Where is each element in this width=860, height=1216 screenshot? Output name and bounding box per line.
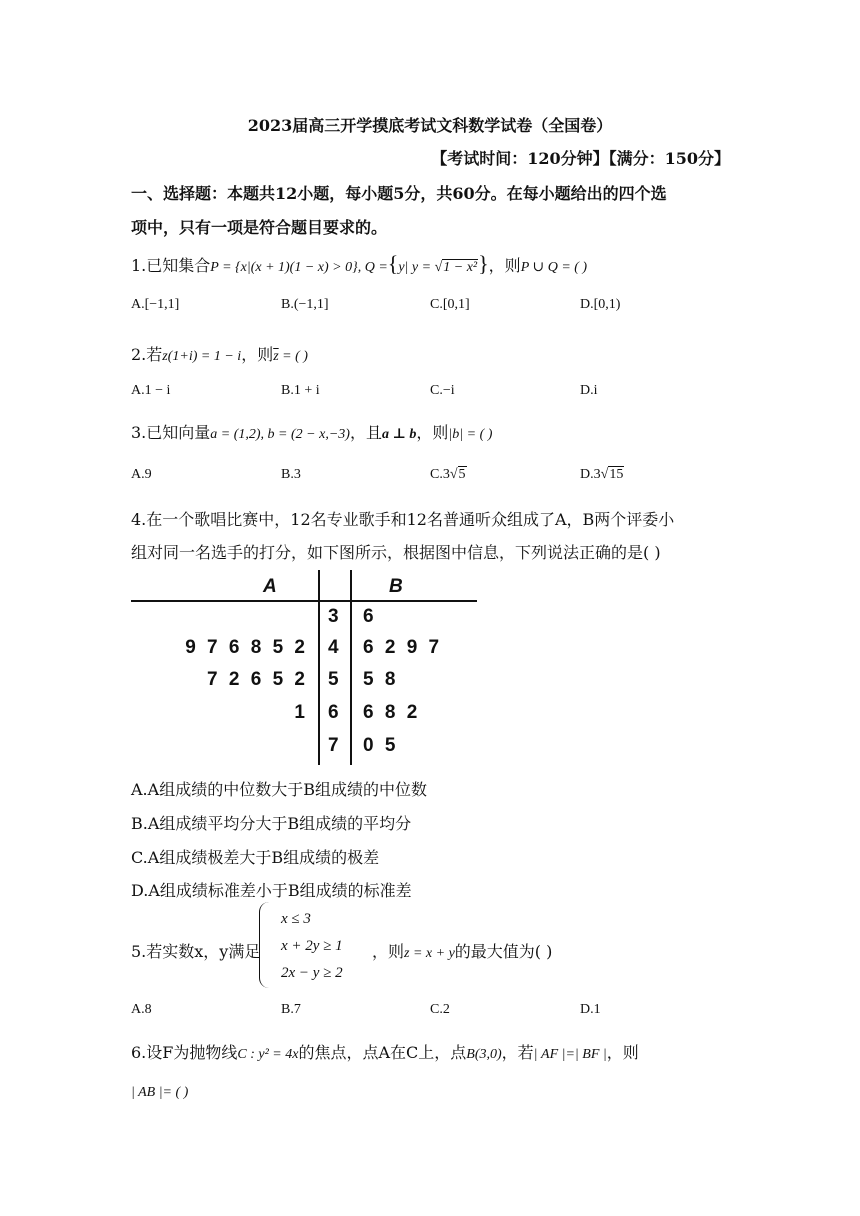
leaves-a-4: 9 7 6 8 5 2 bbox=[185, 637, 305, 658]
q2-expr: z(1+i) = 1 − i bbox=[162, 349, 242, 364]
q4-option-c[interactable]: C.A组成绩极差大于B组成绩的极差 bbox=[131, 848, 380, 867]
q1-option-b[interactable]: B.(−1,1] bbox=[281, 297, 329, 312]
q6-mid1: 的焦点，点A在C上，点 bbox=[298, 1043, 467, 1062]
q4-option-b[interactable]: B.A组成绩平均分大于B组成绩的平均分 bbox=[131, 814, 412, 833]
q2-option-a[interactable]: A.1 − i bbox=[131, 383, 171, 398]
q4-option-a[interactable]: A.A组成绩的中位数大于B组成绩的中位数 bbox=[131, 780, 427, 799]
q1-prefix: 1.已知集合 bbox=[131, 256, 211, 275]
q5-prefix: 5.若实数x，y满足 bbox=[131, 942, 261, 961]
q5-brace bbox=[259, 902, 276, 988]
q3-option-b[interactable]: B.3 bbox=[281, 467, 301, 482]
q5-ask: 的最大值为( ) bbox=[454, 942, 553, 961]
q1-brace-close: } bbox=[478, 251, 489, 276]
q5-options bbox=[131, 1002, 731, 1024]
q5-suffix: ，则 bbox=[372, 942, 405, 961]
q3-option-d[interactable]: D.3√15 bbox=[580, 467, 624, 482]
stemplot-divider-left bbox=[318, 570, 320, 765]
q1-suffix: ，则 bbox=[488, 256, 521, 275]
q1-options bbox=[131, 297, 731, 319]
q5-objective: z = x + y bbox=[404, 946, 455, 961]
q1-sqrt-arg: 1 − x² bbox=[443, 260, 478, 275]
q6-parabola: C : y² = 4x bbox=[237, 1047, 299, 1062]
q1-ask: P ∪ Q = ( ) bbox=[520, 260, 588, 275]
q5-constraint-3: 2x − y ≥ 2 bbox=[281, 965, 343, 981]
q6-then: ，则 bbox=[606, 1043, 639, 1062]
stemplot-header-rule bbox=[131, 600, 477, 602]
q3-mid: ，且 bbox=[349, 423, 382, 442]
stem-5: 5 bbox=[328, 669, 339, 690]
q5-constraint-2: x + 2y ≥ 1 bbox=[281, 938, 343, 954]
q6-ask: | AB |= ( ) bbox=[131, 1085, 189, 1100]
q4-line1: 4.在一个歌唱比赛中，12名专业歌手和12名普通听众组成了A，B两个评委小 bbox=[131, 510, 675, 529]
q2-conjugate-z: $\overline{z}$ bbox=[273, 349, 279, 364]
q6-cond: | AF |=| BF | bbox=[533, 1047, 607, 1062]
exam-meta: 【考试时间：120分钟】【满分：150分】 bbox=[431, 149, 730, 168]
q3-options bbox=[131, 467, 731, 489]
q1-set-q: y| y = bbox=[398, 260, 435, 275]
q6-point: B(3,0) bbox=[466, 1047, 502, 1062]
leaves-a-6: 1 bbox=[294, 702, 305, 723]
q3-then: ，则 bbox=[416, 423, 449, 442]
q3-option-c[interactable]: C.3√5 bbox=[430, 467, 466, 482]
question-6 bbox=[131, 1040, 639, 1063]
q1-option-a[interactable]: A.[−1,1] bbox=[131, 297, 180, 312]
q3-prefix: 3.已知向量 bbox=[131, 423, 211, 442]
q5-option-c[interactable]: C.2 bbox=[430, 1002, 450, 1017]
section-heading-line1: 一、选择题：本题共12小题，每小题5分，共60分。在每小题给出的四个选 bbox=[131, 184, 667, 203]
q1-set-p: P = {x|(x + 1)(1 − x) > 0}, Q = bbox=[210, 260, 388, 275]
q5-option-d[interactable]: D.1 bbox=[580, 1002, 601, 1017]
q2-option-b[interactable]: B.1 + i bbox=[281, 383, 320, 398]
q4-option-d[interactable]: D.A组成绩标准差小于B组成绩的标准差 bbox=[131, 881, 412, 900]
q2-ask: = ( ) bbox=[278, 349, 308, 364]
q5-constraint-1: x ≤ 3 bbox=[281, 911, 311, 927]
question-1: 1.已知集合P = {x|(x + 1)(1 − x) > 0}, Q ={y| y = √1 − x²}，则P ∪ Q = ( ) bbox=[131, 251, 588, 276]
stemplot-divider-right bbox=[350, 570, 352, 765]
leaves-b-3: 6 bbox=[363, 606, 374, 627]
q3-option-a[interactable]: A.9 bbox=[131, 467, 152, 482]
leaves-a-5: 7 2 6 5 2 bbox=[207, 669, 305, 690]
leaves-b-5: 5 8 bbox=[363, 669, 396, 690]
q1-option-c[interactable]: C.[0,1] bbox=[430, 297, 470, 312]
q1-option-d[interactable]: D.[0,1) bbox=[580, 297, 621, 312]
q2-options bbox=[131, 383, 731, 405]
section-heading-line2: 项中，只有一项是符合题目要求的。 bbox=[131, 218, 388, 237]
q5-option-a[interactable]: A.8 bbox=[131, 1002, 152, 1017]
q5-option-b[interactable]: B.7 bbox=[281, 1002, 301, 1017]
q2-prefix: 2.若 bbox=[131, 345, 163, 364]
q1-brace-open: { bbox=[387, 251, 399, 276]
leaves-b-6: 6 8 2 bbox=[363, 702, 418, 723]
question-3 bbox=[131, 420, 492, 443]
leaves-b-7: 0 5 bbox=[363, 735, 396, 756]
stem-7: 7 bbox=[328, 735, 339, 756]
stem-4: 4 bbox=[328, 637, 339, 658]
q6-prefix: 6.设F为抛物线 bbox=[131, 1043, 238, 1062]
stem-3: 3 bbox=[328, 606, 339, 627]
q5-tail bbox=[372, 939, 552, 962]
stem-6: 6 bbox=[328, 702, 339, 723]
q2-option-c[interactable]: C.−i bbox=[430, 383, 455, 398]
q3-perp: a ⊥ b bbox=[381, 427, 417, 442]
q3-vectors: a = (1,2), b = (2 − x,−3) bbox=[210, 427, 350, 442]
leaves-b-4: 6 2 9 7 bbox=[363, 637, 440, 658]
q2-mid: ，则 bbox=[241, 345, 274, 364]
stemplot-header-a: A bbox=[263, 576, 277, 597]
q2-option-d[interactable]: D.i bbox=[580, 383, 598, 398]
stem-leaf-plot bbox=[131, 568, 481, 770]
q4-line2: 组对同一名选手的打分，如下图所示，根据图中信息，下列说法正确的是( ) bbox=[131, 543, 661, 562]
stemplot-header-b: B bbox=[389, 576, 403, 597]
question-2 bbox=[131, 342, 308, 365]
q6-mid2: ，若 bbox=[501, 1043, 534, 1062]
exam-title: 2023届高三开学摸底考试文科数学试卷（全国卷） bbox=[247, 116, 613, 135]
q3-ask: |b| = ( ) bbox=[448, 427, 493, 442]
